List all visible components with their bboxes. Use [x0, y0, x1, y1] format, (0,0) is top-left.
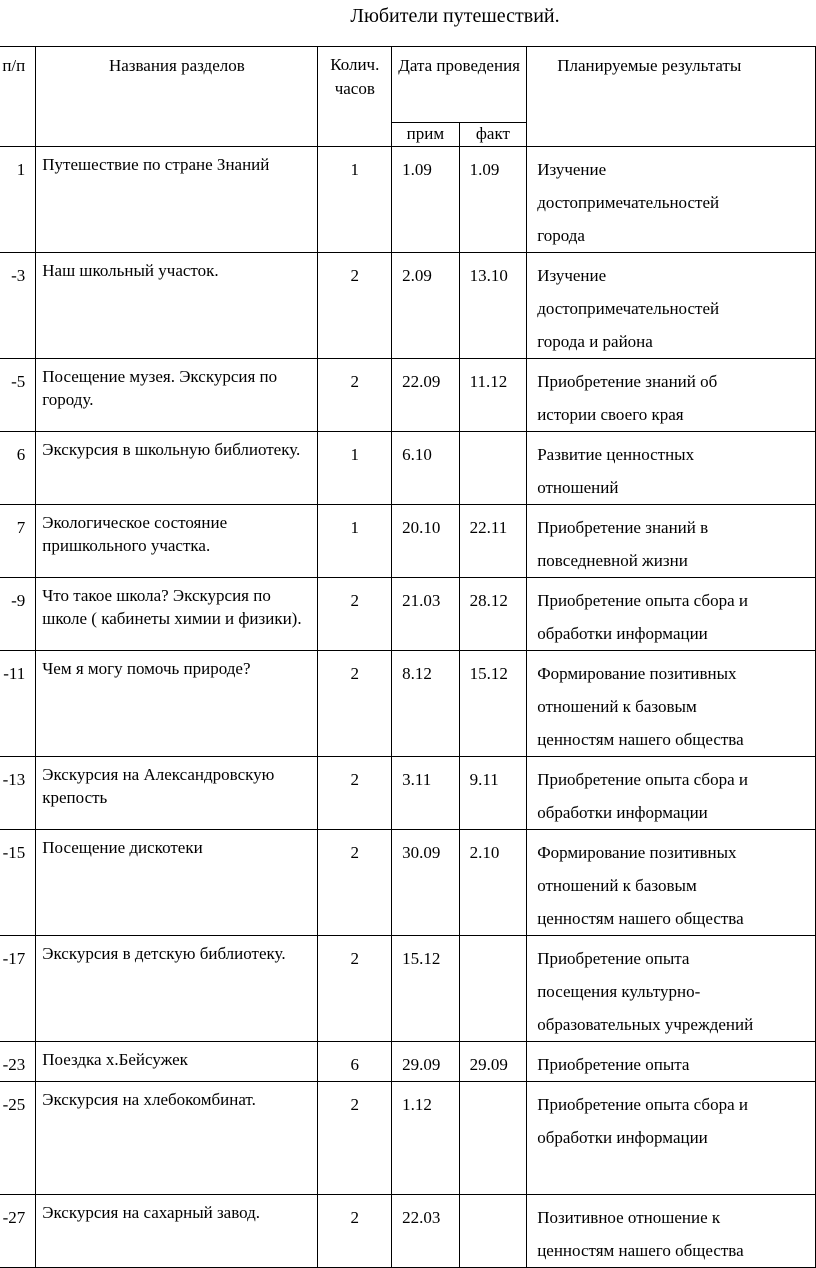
result-line: отношений	[537, 478, 619, 497]
row-date-fact: 29.09	[459, 1042, 527, 1082]
row-date-fact: 15.12	[459, 651, 527, 757]
row-date-fact: 11.12	[459, 359, 527, 432]
row-date-fact	[459, 936, 527, 1042]
row-number: -9	[0, 578, 36, 651]
result-line: обработки информации	[537, 803, 708, 822]
row-section-name: Экскурсия на Александровскую крепость	[36, 757, 318, 830]
table-row	[0, 253, 816, 359]
result-line: города	[537, 226, 585, 245]
result-line: ценностям нашего общества	[537, 909, 744, 928]
row-number: -5	[0, 359, 36, 432]
row-hours: 2	[318, 253, 392, 359]
row-number: -11	[0, 651, 36, 757]
row-date-fact: 1.09	[459, 147, 527, 253]
header-hours: Колич. часов	[318, 47, 392, 147]
row-date-fact	[459, 1082, 527, 1195]
table-row	[0, 1042, 816, 1082]
header-row	[0, 47, 816, 123]
row-date-fact: 28.12	[459, 578, 527, 651]
result-line: достопримечательностей	[537, 193, 720, 212]
row-results	[527, 1195, 816, 1268]
row-date-fact: 2.10	[459, 830, 527, 936]
result-line: обработки информации	[537, 1128, 708, 1147]
row-number: -13	[0, 757, 36, 830]
row-hours: 1	[318, 432, 392, 505]
row-hours: 2	[318, 651, 392, 757]
row-results	[527, 1042, 816, 1082]
row-hours: 1	[318, 147, 392, 253]
row-date-plan: 22.09	[392, 359, 460, 432]
result-line: Приобретение опыта	[537, 949, 690, 968]
result-line: ценностям нашего общества	[537, 1241, 744, 1260]
row-section-name: Экскурсия на хлебокомбинат.	[36, 1082, 318, 1195]
table-row	[0, 830, 816, 936]
row-hours: 1	[318, 505, 392, 578]
result-line: Приобретение знаний в	[537, 518, 709, 537]
table-row	[0, 359, 816, 432]
table-row	[0, 578, 816, 651]
result-line: посещения культурно-	[537, 982, 701, 1001]
row-date-plan: 2.09	[392, 253, 460, 359]
row-section-name: Экскурсия на сахарный завод.	[36, 1195, 318, 1268]
row-hours: 6	[318, 1042, 392, 1082]
row-number: -15	[0, 830, 36, 936]
row-section-name: Что такое школа? Экскурсия по школе ( кабинеты химии и физики).	[36, 578, 318, 651]
row-date-fact	[459, 1195, 527, 1268]
row-number: -17	[0, 936, 36, 1042]
row-number: 7	[0, 505, 36, 578]
result-line: Приобретение знаний об	[537, 372, 718, 391]
row-hours: 2	[318, 830, 392, 936]
row-results	[527, 147, 816, 253]
result-line: города и района	[537, 332, 653, 351]
row-number: -27	[0, 1195, 36, 1268]
row-number: 1	[0, 147, 36, 253]
result-line: ценностям нашего общества	[537, 730, 744, 749]
row-section-name: Наш школьный участок.	[36, 253, 318, 359]
row-date-fact	[459, 432, 527, 505]
row-results	[527, 651, 816, 757]
result-line: Формирование позитивных	[537, 664, 737, 683]
result-line: Приобретение опыта	[537, 1055, 690, 1074]
page-title: Любители путешествий.	[350, 5, 560, 27]
row-results	[527, 578, 816, 651]
schedule-table-wrapper	[0, 46, 816, 1268]
row-number: -3	[0, 253, 36, 359]
result-line: Изучение	[537, 266, 607, 285]
row-number: -23	[0, 1042, 36, 1082]
row-section-name: Посещение дискотеки	[36, 830, 318, 936]
table-row	[0, 147, 816, 253]
header-date-fact: факт	[459, 123, 527, 147]
row-section-name: Посещение музея. Экскурсия по городу.	[36, 359, 318, 432]
result-line: обработки информации	[537, 624, 708, 643]
row-date-fact: 9.11	[459, 757, 527, 830]
row-date-plan: 22.03	[392, 1195, 460, 1268]
row-section-name: Чем я могу помочь природе?	[36, 651, 318, 757]
header-date: Дата проведения	[392, 47, 527, 123]
row-results	[527, 936, 816, 1042]
row-hours: 2	[318, 1082, 392, 1195]
row-date-plan: 1.09	[392, 147, 460, 253]
result-line: образовательных учреждений	[537, 1015, 754, 1034]
result-line: Приобретение опыта сбора и	[537, 1095, 748, 1114]
result-line: Развитие ценностных	[537, 445, 695, 464]
row-results	[527, 757, 816, 830]
row-date-plan: 30.09	[392, 830, 460, 936]
row-date-fact: 22.11	[459, 505, 527, 578]
result-line: Формирование позитивных	[537, 843, 737, 862]
row-date-plan: 3.11	[392, 757, 460, 830]
row-date-plan: 8.12	[392, 651, 460, 757]
row-hours: 2	[318, 1195, 392, 1268]
row-hours: 2	[318, 359, 392, 432]
header-date-plan: прим	[392, 123, 460, 147]
row-date-plan: 15.12	[392, 936, 460, 1042]
row-section-name: Экскурсия в детскую библиотеку.	[36, 936, 318, 1042]
row-results	[527, 1082, 816, 1195]
header-num: п/п	[0, 47, 36, 147]
table-row	[0, 432, 816, 505]
row-date-fact: 13.10	[459, 253, 527, 359]
result-line: Приобретение опыта сбора и	[537, 770, 748, 789]
row-number: -25	[0, 1082, 36, 1195]
row-date-plan: 6.10	[392, 432, 460, 505]
result-line: Приобретение опыта сбора и	[537, 591, 748, 610]
header-results: Планируемые результаты	[527, 47, 816, 147]
schedule-table	[0, 46, 816, 1268]
result-line: истории своего края	[537, 405, 684, 424]
result-line: отношений к базовым	[537, 697, 697, 716]
row-section-name: Экскурсия в школьную библиотеку.	[36, 432, 318, 505]
table-row	[0, 936, 816, 1042]
result-line: повседневной жизни	[537, 551, 688, 570]
result-line: достопримечательностей	[537, 299, 720, 318]
row-section-name: Поездка х.Бейсужек	[36, 1042, 318, 1082]
row-date-plan: 29.09	[392, 1042, 460, 1082]
result-line: Изучение	[537, 160, 607, 179]
row-section-name: Путешествие по стране Знаний	[36, 147, 318, 253]
table-row	[0, 757, 816, 830]
row-results	[527, 432, 816, 505]
row-results	[527, 359, 816, 432]
table-row	[0, 651, 816, 757]
row-hours: 2	[318, 936, 392, 1042]
row-hours: 2	[318, 578, 392, 651]
row-hours: 2	[318, 757, 392, 830]
row-results	[527, 830, 816, 936]
row-results	[527, 505, 816, 578]
table-row	[0, 505, 816, 578]
result-line: Позитивное отношение к	[537, 1208, 721, 1227]
row-date-plan: 1.12	[392, 1082, 460, 1195]
result-line: отношений к базовым	[537, 876, 697, 895]
table-row	[0, 1195, 816, 1268]
header-name: Названия разделов	[36, 47, 318, 147]
table-row	[0, 1082, 816, 1195]
row-section-name: Экологическое состояние пришкольного участка.	[36, 505, 318, 578]
row-number: 6	[0, 432, 36, 505]
row-date-plan: 21.03	[392, 578, 460, 651]
row-results	[527, 253, 816, 359]
row-date-plan: 20.10	[392, 505, 460, 578]
